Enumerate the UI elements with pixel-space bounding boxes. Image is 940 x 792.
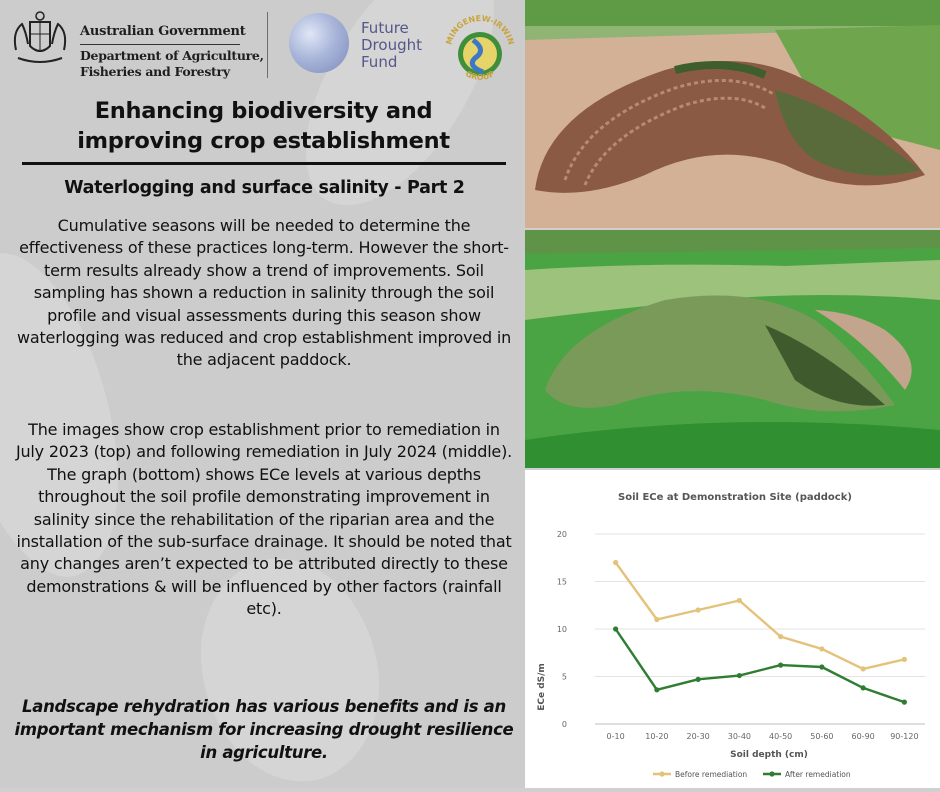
chart-y-tick-label: 20 <box>556 530 567 539</box>
mjg-top-text: MINGENEW-IRWIN <box>444 13 516 46</box>
logo-bar <box>0 0 525 95</box>
section-subtitle: Waterlogging and surface salinity - Part 2 <box>64 178 465 198</box>
chart-data-point <box>819 646 824 651</box>
chart-x-tick-label: 30-40 <box>727 732 751 741</box>
fdf-line-1: Future <box>361 19 409 37</box>
chart-data-point <box>902 657 907 662</box>
department-line-1: Department of Agriculture, <box>80 48 264 63</box>
chart-y-tick-label: 0 <box>561 720 567 729</box>
chart-data-point <box>696 607 701 612</box>
coat-of-arms-icon <box>8 10 72 70</box>
chart-data-point <box>654 687 659 692</box>
chart-data-point <box>861 685 866 690</box>
chart-x-ticks <box>607 732 919 741</box>
chart-data-point <box>613 626 618 631</box>
chart-data-point <box>613 560 618 565</box>
title-line-1: Enhancing biodiversity and <box>94 98 433 124</box>
logo-separator <box>267 12 268 78</box>
mjg-bottom-text: GROUP <box>463 69 497 82</box>
title-line-2: improving crop establishment <box>77 128 450 154</box>
fdf-line-2: Drought <box>361 36 422 54</box>
department-line-2: Fisheries and Forestry <box>80 64 230 79</box>
chart-data-point <box>654 617 659 622</box>
aerial-photo-july-2024 <box>525 230 940 468</box>
ece-line-chart <box>525 470 940 788</box>
chart-y-ticks <box>557 530 567 729</box>
chart-x-axis-label: Soil depth (cm) <box>730 750 808 760</box>
chart-legend-label: After remediation <box>785 770 851 779</box>
chart-x-tick-label: 60-90 <box>851 732 875 741</box>
chart-x-tick-label: 20-30 <box>686 732 710 741</box>
chart-y-axis-label: ECe dS/m <box>537 663 547 711</box>
chart-data-point <box>778 634 783 639</box>
chart-legend-marker <box>659 771 664 776</box>
chart-x-tick-label: 50-60 <box>810 732 834 741</box>
body-paragraph-1: Cumulative seasons will be needed to determine the effectiveness of these practices long-term. However the short-term results already show a trend of improvements. Soil sampling has shown a reduction in salinity through the soil profile and visual assessments during this season show waterlogging was reduced and crop establishment improved in the adjacent paddock. <box>16 216 512 370</box>
chart-data-point <box>902 700 907 705</box>
aerial-photo-july-2023 <box>525 0 940 228</box>
page-title <box>16 96 511 156</box>
chart-data-point <box>819 664 824 669</box>
australian-government-label: Australian Government <box>80 24 246 39</box>
chart-data-point <box>778 663 783 668</box>
chart-y-tick-label: 10 <box>556 625 567 634</box>
chart-x-tick-label: 10-20 <box>645 732 669 741</box>
chart-x-tick-label: 90-120 <box>890 732 919 741</box>
chart-gridlines <box>595 534 925 724</box>
chart-legend-marker <box>769 771 774 776</box>
body-paragraph-2: The images show crop establishment prior to remediation in July 2023 (top) and following remediation in July 2024 (middle). The graph (bottom) shows ECe levels at various depths throughout the soil profile demonstrating improvement in salinity since the rehabilitation of the riparian area and the installation of the sub-surface drainage. It should be noted that any changes aren’t expected to be attributed directly to these demonstrations & will be influenced by other factors (rainfall etc). <box>15 420 513 619</box>
department-label <box>80 48 280 80</box>
future-drought-fund-label <box>361 20 422 71</box>
chart-y-tick-label: 5 <box>561 672 567 682</box>
divider <box>80 44 240 45</box>
fdf-line-3: Fund <box>361 53 398 71</box>
closing-statement: Landscape rehydration has various benefits and is an important mechanism for increasing drought resilience in agriculture. <box>14 697 514 762</box>
chart-title: Soil ECe at Demonstration Site (paddock) <box>618 492 852 503</box>
chart-panel <box>525 470 940 788</box>
chart-data-point <box>861 666 866 671</box>
mingenew-irwin-group-logo <box>443 10 517 90</box>
title-rule <box>22 162 506 165</box>
future-drought-fund-logo-icon <box>289 13 349 73</box>
chart-data-point <box>737 598 742 603</box>
chart-legend <box>653 770 851 779</box>
chart-x-tick-label: 0-10 <box>606 732 625 741</box>
chart-x-tick-label: 40-50 <box>769 732 793 741</box>
chart-y-tick-label: 15 <box>556 577 567 587</box>
chart-data-point <box>696 677 701 682</box>
chart-data-point <box>737 673 742 678</box>
chart-series-line-1 <box>616 563 905 669</box>
chart-legend-label: Before remediation <box>675 770 748 779</box>
